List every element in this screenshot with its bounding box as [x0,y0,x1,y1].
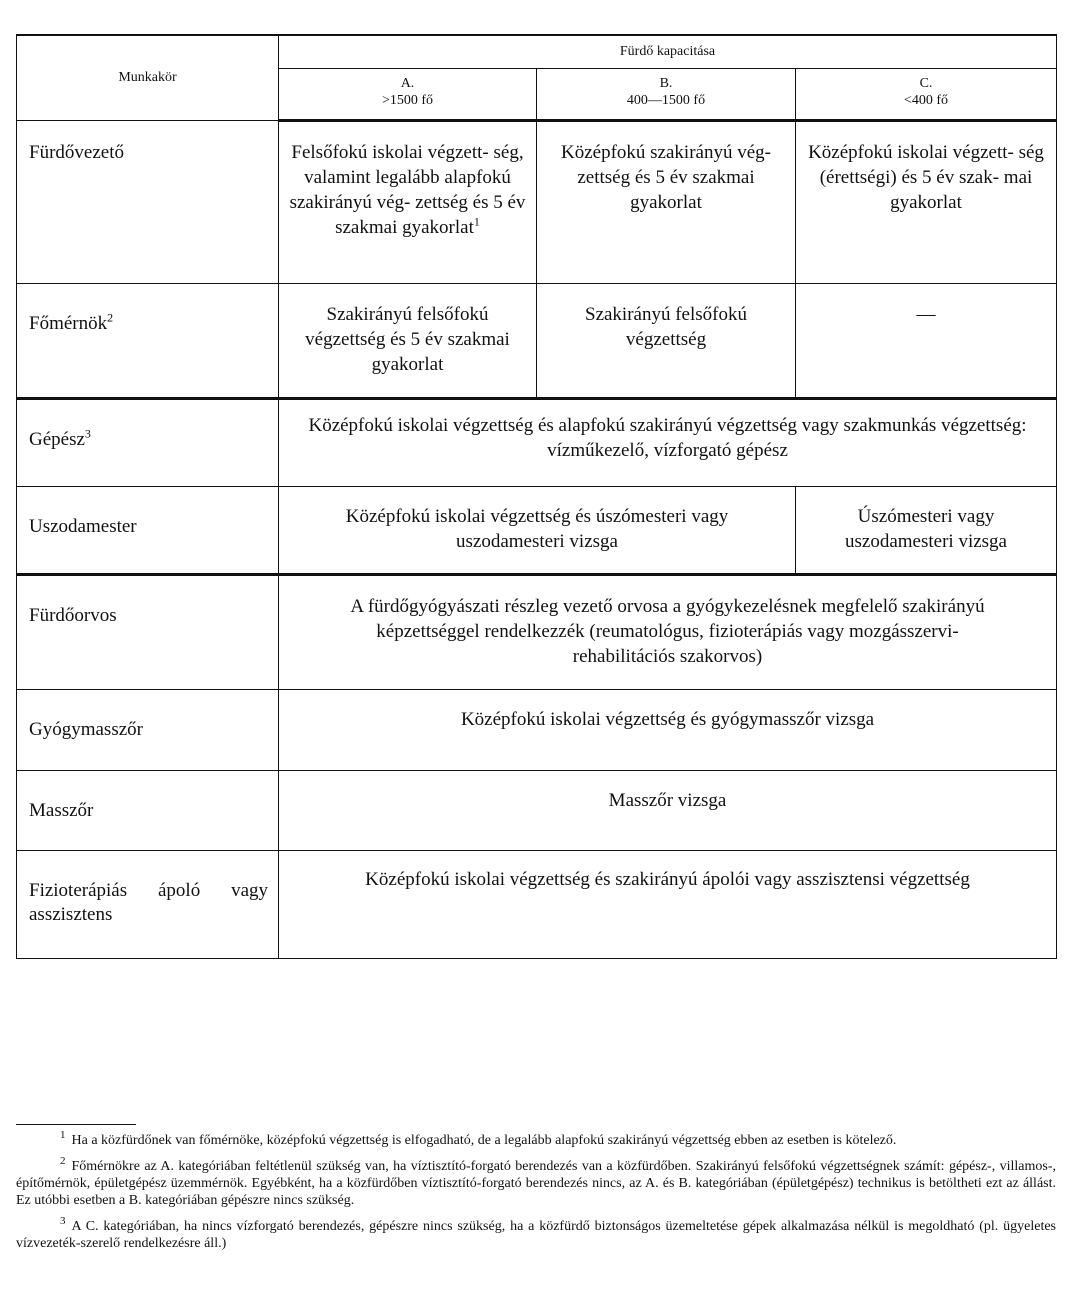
req-furdovezeto-b: Középfokú szakirányú vég- zettség és 5 év szakmai gyakorlat [537,121,796,284]
header-category-c [796,69,1057,121]
footnote-1 [16,1129,1056,1149]
job-fizioterapias: Fizioterápiás ápoló vagy asszisztens [17,851,279,959]
req-gyogymasszor: Középfokú iskolai végzettség és gyógymasszőr vizsga [279,690,1057,771]
footnote-1-num: 1 [60,1129,66,1142]
job-masszor: Masszőr [17,771,279,851]
category-a-label: A. [400,76,415,91]
req-furdoorvos: A fürdőgyógyászati részleg vezető orvosa a gyógykezelésnek megfelelő szakirányú képzettséggel rendelkezzék (reumatológus, fizioterápiás vagy mozgásszervi-rehabilitációs szakorvos) [279,575,1057,690]
category-b-range: 400—1500 fő [626,93,706,108]
job-fomernok-text: Főmérnök [29,313,108,334]
row-fizioterapias [17,851,1057,959]
footnote-3-num: 3 [60,1215,66,1228]
footnote-ref-3: 3 [84,426,91,441]
req-uszodamester-ab: Középfokú iskolai végzettség és úszómesteri vagy uszodamesteri vizsga [279,487,796,575]
row-gyogymasszor [17,690,1057,771]
header-munkakor: Munkakör [17,35,279,121]
footnote-3-text: A C. kategóriában, ha nincs vízforgató berendezés, gépészre nincs szükség, ha a közfürdő biztonságos üzemeltetése gépek alkalmazása nélkül is megoldható (pl. ügyeletes vízvezeték-szerelő rendelkezésre áll.) [16,1219,1056,1251]
job-fomernok [17,284,279,399]
job-gyogymasszor: Gyógymasszőr [17,690,279,771]
footnote-ref-1: 1 [473,214,480,229]
row-fomernok [17,284,1057,399]
req-furdovezeto-c: Középfokú iskolai végzett- ség (érettségi) és 5 év szak- mai gyakorlat [796,121,1057,284]
job-furdovezeto: Fürdővezető [17,121,279,284]
header-category-a [279,69,537,121]
category-b-label: B. [659,76,673,91]
footnote-2-num: 2 [60,1155,66,1168]
job-gepesz [17,399,279,487]
footnote-2 [16,1155,1056,1209]
job-furdoorvos: Fürdőorvos [17,575,279,690]
footnotes [16,1124,1056,1261]
footnote-2-text: Főmérnökre az A. kategóriában feltétlenül szükség van, ha víztisztító-forgató berendezés van a közfürdőben. Szakirányú felsőfokú végzettségnek számít: gépész-, villamos-, építőmérnök, épületgépész üzemmérnök. Egyébként, ha a közfürdőben víztisztító-forgató berendezés nincs, az A. és B. kategóriában (épületgépész) technikus is betöltheti ezt az állást. Ez utóbbi esetben a B. kategóriában gépészre nincs szükség. [16,1159,1056,1208]
req-gepesz: Középfokú iskolai végzettség és alapfokú szakirányú végzettség vagy szakmunkás végzettség: vízműkezelő, vízforgató gépész [279,399,1057,487]
row-masszor [17,771,1057,851]
header-capacity: Fürdő kapacitása [279,35,1057,69]
job-uszodamester: Uszodamester [17,487,279,575]
category-c-label: C. [919,76,933,91]
req-fomernok-a: Szakirányú felsőfokú végzettség és 5 év szakmai gyakorlat [279,284,537,399]
header-row-top [17,35,1057,69]
footnote-3 [16,1215,1056,1252]
header-category-b [537,69,796,121]
qualification-table [16,34,1057,959]
req-furdovezeto-a [279,121,537,284]
row-furdoorvos [17,575,1057,690]
category-a-range: >1500 fő [381,93,434,108]
category-c-range: <400 fő [903,93,949,108]
footnote-1-text: Ha a közfürdőnek van főmérnöke, középfokú végzettség is elfogadható, de a legalább alapfokú szakirányú végzettség ebben az esetben is kötelező. [71,1133,897,1148]
req-fomernok-c: — [796,284,1057,399]
req-fizioterapias: Középfokú iskolai végzettség és szakirányú ápolói vagy asszisztensi végzettség [279,851,1057,959]
row-uszodamester [17,487,1057,575]
req-uszodamester-c: Úszómesteri vagy uszodamesteri vizsga [796,487,1057,575]
req-fomernok-b: Szakirányú felsőfokú végzettség [537,284,796,399]
row-gepesz [17,399,1057,487]
job-gepesz-text: Gépész [29,429,85,450]
row-furdovezeto [17,121,1057,284]
footnote-rule [16,1124,136,1125]
footnote-ref-2: 2 [107,310,114,325]
req-furdovezeto-a-text: Felsőfokú iskolai végzett- ség, valamint legalább alapfokú szakirányú vég- zettség és 5 év szakmai gyakorlat [289,142,526,238]
req-masszor: Masszőr vizsga [279,771,1057,851]
